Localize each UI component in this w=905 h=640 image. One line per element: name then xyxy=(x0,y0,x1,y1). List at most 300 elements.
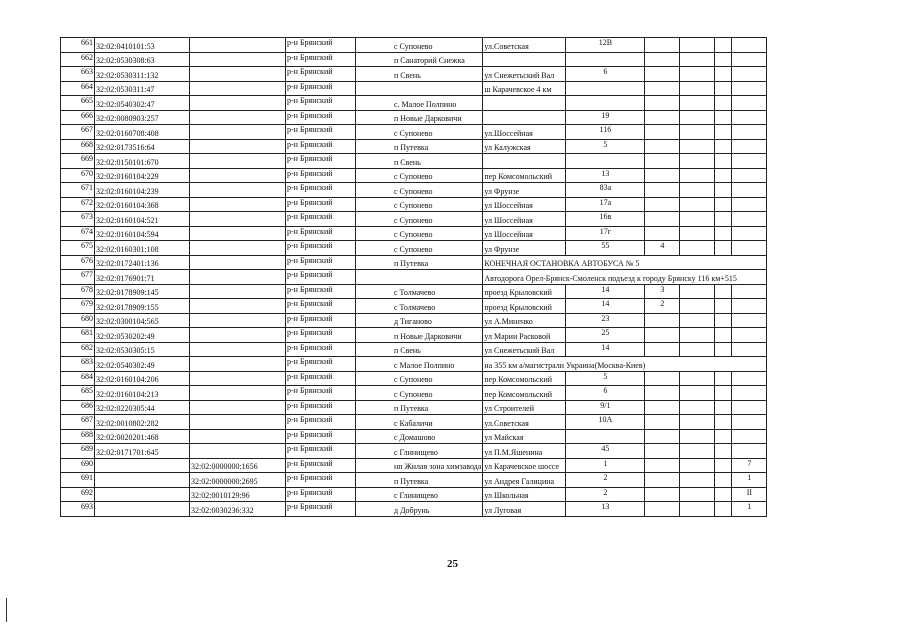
cadastral-number xyxy=(95,473,190,488)
settlement-cell: с Супонево xyxy=(356,386,483,401)
building-cell xyxy=(645,96,680,111)
cadastral-number-alt xyxy=(190,67,286,82)
street-cell: пер Комсомольский xyxy=(483,168,566,183)
cadastral-number-alt xyxy=(190,371,286,386)
cadastral-number-alt xyxy=(190,96,286,111)
building-cell xyxy=(645,38,680,53)
cadastral-number-alt xyxy=(190,270,286,285)
house-cell: 13 xyxy=(566,168,645,183)
cadastral-number: 32:02:0540302:47 xyxy=(95,96,190,111)
house-cell: 14 xyxy=(566,299,645,314)
extra-cell xyxy=(680,212,715,227)
row-number: 668 xyxy=(61,139,95,154)
house-cell xyxy=(566,154,645,169)
house-cell: 2 xyxy=(566,487,645,502)
settlement-cell: с Супонево xyxy=(356,371,483,386)
street-cell: ул Андрея Галицина xyxy=(483,473,566,488)
apartment-cell xyxy=(732,125,767,140)
settlement-cell: с Супонево xyxy=(356,212,483,227)
district-cell: р-н Брянский xyxy=(286,197,356,212)
table-row xyxy=(61,502,767,517)
extra-cell xyxy=(680,473,715,488)
cadastral-number-alt xyxy=(190,255,286,270)
district-cell: р-н Брянский xyxy=(286,299,356,314)
house-cell: 6 xyxy=(566,67,645,82)
table-row xyxy=(61,342,767,357)
settlement-cell: п Санаторий Снежка xyxy=(356,52,483,67)
cadastral-number: 32:02:0220305:44 xyxy=(95,400,190,415)
apartment-cell xyxy=(732,444,767,459)
extra-cell xyxy=(680,299,715,314)
extra-cell xyxy=(680,284,715,299)
building-cell xyxy=(645,458,680,473)
row-number: 684 xyxy=(61,371,95,386)
empty-cell xyxy=(715,328,732,343)
settlement-cell: п Путевка xyxy=(356,255,483,270)
building-cell xyxy=(645,386,680,401)
settlement-cell: с Супонево xyxy=(356,183,483,198)
district-cell: р-н Брянский xyxy=(286,371,356,386)
building-cell xyxy=(645,183,680,198)
cadastral-number-alt xyxy=(190,342,286,357)
district-cell: р-н Брянский xyxy=(286,52,356,67)
settlement-cell: с Супонево xyxy=(356,241,483,256)
district-cell: р-н Брянский xyxy=(286,473,356,488)
building-cell xyxy=(645,67,680,82)
street-cell: ул Фрунзе xyxy=(483,183,566,198)
table-row xyxy=(61,241,767,256)
table-row xyxy=(61,255,767,270)
cadastral-number-alt xyxy=(190,241,286,256)
house-cell: 14 xyxy=(566,284,645,299)
house-cell: 83а xyxy=(566,183,645,198)
building-cell: 4 xyxy=(645,241,680,256)
building-cell xyxy=(645,125,680,140)
street-cell: ул Луговая xyxy=(483,502,566,517)
table-row xyxy=(61,96,767,111)
row-number: 664 xyxy=(61,81,95,96)
settlement-cell: с Толмачево xyxy=(356,299,483,314)
empty-cell xyxy=(715,299,732,314)
row-number: 667 xyxy=(61,125,95,140)
cadastral-number: 32:02:0300104:565 xyxy=(95,313,190,328)
extra-cell xyxy=(680,67,715,82)
district-cell: р-н Брянский xyxy=(286,38,356,53)
row-number: 665 xyxy=(61,96,95,111)
street-cell: ул Снежетьский Вал xyxy=(483,342,566,357)
building-cell xyxy=(645,168,680,183)
cadastral-number: 32:02:0171701:645 xyxy=(95,444,190,459)
empty-cell xyxy=(715,81,732,96)
cadastral-number xyxy=(95,458,190,473)
apartment-cell xyxy=(732,96,767,111)
house-cell: 2 xyxy=(566,473,645,488)
street-cell: ул Школьная xyxy=(483,487,566,502)
house-cell: 16в xyxy=(566,212,645,227)
extra-cell xyxy=(680,139,715,154)
table-row xyxy=(61,52,767,67)
house-cell: 14 xyxy=(566,342,645,357)
cadastral-number: 32:02:0530311:47 xyxy=(95,81,190,96)
empty-cell xyxy=(715,52,732,67)
table-row xyxy=(61,270,767,285)
cadastral-number: 32:02:0160104:594 xyxy=(95,226,190,241)
building-cell xyxy=(645,473,680,488)
table-row xyxy=(61,110,767,125)
apartment-cell xyxy=(732,183,767,198)
district-cell: р-н Брянский xyxy=(286,458,356,473)
extra-cell xyxy=(680,386,715,401)
empty-cell xyxy=(715,444,732,459)
apartment-cell xyxy=(732,110,767,125)
street-cell: ул Майская xyxy=(483,429,566,444)
table-row xyxy=(61,284,767,299)
street-cell: ул.Советская xyxy=(483,38,566,53)
extra-cell xyxy=(680,183,715,198)
extra-cell xyxy=(680,429,715,444)
district-cell: р-н Брянский xyxy=(286,386,356,401)
house-cell: 23 xyxy=(566,313,645,328)
apartment-cell xyxy=(732,38,767,53)
row-number: 678 xyxy=(61,284,95,299)
building-cell: 2 xyxy=(645,299,680,314)
extra-cell xyxy=(680,502,715,517)
cadastral-number-alt: 32:02:0010129:96 xyxy=(190,487,286,502)
row-number: 671 xyxy=(61,183,95,198)
apartment-cell xyxy=(732,284,767,299)
street-cell: ул Фрунзе xyxy=(483,241,566,256)
row-number: 688 xyxy=(61,429,95,444)
district-cell: р-н Брянский xyxy=(286,502,356,517)
district-cell: р-н Брянский xyxy=(286,226,356,241)
table-row xyxy=(61,371,767,386)
extra-cell xyxy=(680,226,715,241)
empty-cell xyxy=(715,168,732,183)
empty-cell xyxy=(715,96,732,111)
district-cell: р-н Брянский xyxy=(286,139,356,154)
extra-cell xyxy=(680,52,715,67)
table-row xyxy=(61,473,767,488)
street-cell: ш Карачевское 4 км xyxy=(483,81,566,96)
empty-cell xyxy=(715,284,732,299)
street-cell: ул Шоссейная xyxy=(483,212,566,227)
apartment-cell: 7 xyxy=(732,458,767,473)
apartment-cell xyxy=(732,241,767,256)
apartment-cell: II xyxy=(732,487,767,502)
street-cell: КОНЕЧНАЯ ОСТАНОВКА АВТОБУСА № 5 xyxy=(483,255,767,270)
settlement-cell xyxy=(356,81,483,96)
empty-cell xyxy=(715,371,732,386)
street-cell: ул Снежетьский Вал xyxy=(483,67,566,82)
extra-cell xyxy=(680,38,715,53)
building-cell: 3 xyxy=(645,284,680,299)
cadastral-number: 32:02:0150101:670 xyxy=(95,154,190,169)
cadastral-number: 32:02:0160104:239 xyxy=(95,183,190,198)
settlement-cell: п Путевка xyxy=(356,400,483,415)
cadastral-number: 32:02:0530311:132 xyxy=(95,67,190,82)
street-cell: Автодорога Орел-Брянск-Смоленск подъезд к городу Брянску 116 км+515 xyxy=(483,270,767,285)
apartment-cell xyxy=(732,429,767,444)
house-cell: 13 xyxy=(566,502,645,517)
cadastral-number: 32:02:0160708:408 xyxy=(95,125,190,140)
district-cell: р-н Брянский xyxy=(286,328,356,343)
table-row xyxy=(61,139,767,154)
apartment-cell xyxy=(732,299,767,314)
street-cell: ул П.М.Яшенина xyxy=(483,444,566,459)
cadastral-number-alt xyxy=(190,168,286,183)
settlement-cell: д Тиганово xyxy=(356,313,483,328)
building-cell xyxy=(645,400,680,415)
table-row xyxy=(61,183,767,198)
house-cell: 6 xyxy=(566,386,645,401)
extra-cell xyxy=(680,110,715,125)
cadastral-number: 32:02:0410101:53 xyxy=(95,38,190,53)
empty-cell xyxy=(715,139,732,154)
house-cell: 5 xyxy=(566,139,645,154)
building-cell xyxy=(645,342,680,357)
district-cell: р-н Брянский xyxy=(286,154,356,169)
empty-cell xyxy=(715,154,732,169)
building-cell xyxy=(645,139,680,154)
settlement-cell: с Супонево xyxy=(356,226,483,241)
apartment-cell xyxy=(732,168,767,183)
cadastral-number: 32:02:0160301:108 xyxy=(95,241,190,256)
empty-cell xyxy=(715,212,732,227)
apartment-cell xyxy=(732,328,767,343)
row-number: 681 xyxy=(61,328,95,343)
extra-cell xyxy=(680,154,715,169)
street-cell xyxy=(483,154,566,169)
house-cell xyxy=(566,96,645,111)
street-cell: ул Карачевское шоссе xyxy=(483,458,566,473)
house-cell: 17а xyxy=(566,197,645,212)
street-cell: ул.Шоссейная xyxy=(483,125,566,140)
cadastral-number: 32:02:0176901:71 xyxy=(95,270,190,285)
cadastral-number-alt xyxy=(190,154,286,169)
apartment-cell: 1 xyxy=(732,502,767,517)
table-row xyxy=(61,487,767,502)
district-cell: р-н Брянский xyxy=(286,212,356,227)
house-cell xyxy=(566,429,645,444)
apartment-cell xyxy=(732,313,767,328)
building-cell xyxy=(645,371,680,386)
extra-cell xyxy=(680,81,715,96)
building-cell xyxy=(645,81,680,96)
address-table xyxy=(60,37,767,517)
district-cell: р-н Брянский xyxy=(286,415,356,430)
cadastral-number: 32:02:0160104:521 xyxy=(95,212,190,227)
extra-cell xyxy=(680,96,715,111)
cadastral-number-alt xyxy=(190,429,286,444)
cadastral-number: 32:02:0530305:15 xyxy=(95,342,190,357)
empty-cell xyxy=(715,429,732,444)
cadastral-number-alt xyxy=(190,38,286,53)
cadastral-number-alt xyxy=(190,357,286,372)
house-cell: 1 xyxy=(566,458,645,473)
street-cell: ул Марии Расковой xyxy=(483,328,566,343)
building-cell xyxy=(645,429,680,444)
cadastral-number-alt xyxy=(190,386,286,401)
row-number: 662 xyxy=(61,52,95,67)
house-cell: 55 xyxy=(566,241,645,256)
row-number: 677 xyxy=(61,270,95,285)
empty-cell xyxy=(715,415,732,430)
table-row xyxy=(61,386,767,401)
street-cell xyxy=(483,110,566,125)
row-number: 689 xyxy=(61,444,95,459)
extra-cell xyxy=(680,125,715,140)
settlement-cell: с Кабаличи xyxy=(356,415,483,430)
cadastral-number-alt: 32:02:0000000:2695 xyxy=(190,473,286,488)
house-cell: 25 xyxy=(566,328,645,343)
street-cell xyxy=(483,52,566,67)
cadastral-number: 32:02:0010802:282 xyxy=(95,415,190,430)
street-cell xyxy=(483,96,566,111)
settlement-cell: с Глинищево xyxy=(356,487,483,502)
street-cell: ул Строителей xyxy=(483,400,566,415)
building-cell xyxy=(645,110,680,125)
cadastral-number: 32:02:0080903:257 xyxy=(95,110,190,125)
table-body xyxy=(61,38,767,517)
settlement-cell: с Супонево xyxy=(356,125,483,140)
cadastral-number-alt xyxy=(190,125,286,140)
street-cell: ул Шоссейная xyxy=(483,226,566,241)
table-row xyxy=(61,125,767,140)
district-cell: р-н Брянский xyxy=(286,110,356,125)
row-number: 672 xyxy=(61,197,95,212)
row-number: 692 xyxy=(61,487,95,502)
row-number: 661 xyxy=(61,38,95,53)
row-number: 686 xyxy=(61,400,95,415)
street-cell: ул А.Миненко xyxy=(483,313,566,328)
settlement-cell: п Новые Дарковичи xyxy=(356,110,483,125)
settlement-cell: д Добрунь xyxy=(356,502,483,517)
settlement-cell: с Глинищево xyxy=(356,444,483,459)
building-cell xyxy=(645,226,680,241)
apartment-cell xyxy=(732,212,767,227)
district-cell: р-н Брянский xyxy=(286,342,356,357)
building-cell xyxy=(645,313,680,328)
cadastral-number: 32:02:0530308:63 xyxy=(95,52,190,67)
district-cell: р-н Брянский xyxy=(286,429,356,444)
cadastral-number-alt xyxy=(190,415,286,430)
house-cell: 12В xyxy=(566,38,645,53)
house-cell xyxy=(566,52,645,67)
street-cell: проезд Крыловский xyxy=(483,284,566,299)
house-cell: 9/1 xyxy=(566,400,645,415)
empty-cell xyxy=(715,67,732,82)
cadastral-number-alt xyxy=(190,52,286,67)
cadastral-number: 32:02:0160104:229 xyxy=(95,168,190,183)
cadastral-number-alt xyxy=(190,284,286,299)
cadastral-number-alt xyxy=(190,197,286,212)
empty-cell xyxy=(715,473,732,488)
district-cell: р-н Брянский xyxy=(286,255,356,270)
settlement-cell: с Супонево xyxy=(356,197,483,212)
cadastral-number: 32:02:0178909:145 xyxy=(95,284,190,299)
row-number: 687 xyxy=(61,415,95,430)
house-cell xyxy=(566,81,645,96)
cadastral-number: 32:02:0173516:64 xyxy=(95,139,190,154)
cadastral-number-alt xyxy=(190,226,286,241)
empty-cell xyxy=(715,38,732,53)
row-number: 693 xyxy=(61,502,95,517)
extra-cell xyxy=(680,487,715,502)
table-row xyxy=(61,313,767,328)
street-cell: на 355 км а/магистрали Украина(Москва-Киев) xyxy=(483,357,767,372)
settlement-cell: с Супонево xyxy=(356,38,483,53)
row-number: 685 xyxy=(61,386,95,401)
district-cell: р-н Брянский xyxy=(286,183,356,198)
district-cell: р-н Брянский xyxy=(286,487,356,502)
cadastral-number-alt xyxy=(190,183,286,198)
empty-cell xyxy=(715,110,732,125)
cadastral-number: 32:02:0160104:368 xyxy=(95,197,190,212)
cadastral-number: 32:02:0530202:49 xyxy=(95,328,190,343)
cadastral-number: 32:02:0020201:468 xyxy=(95,429,190,444)
cadastral-number: 32:02:0172401:136 xyxy=(95,255,190,270)
extra-cell xyxy=(680,342,715,357)
table-row xyxy=(61,299,767,314)
building-cell xyxy=(645,502,680,517)
table-row xyxy=(61,400,767,415)
house-cell: 5 xyxy=(566,371,645,386)
street-cell: ул Шоссейная xyxy=(483,197,566,212)
house-cell: 116 xyxy=(566,125,645,140)
settlement-cell xyxy=(356,270,483,285)
apartment-cell xyxy=(732,81,767,96)
house-cell: 19 xyxy=(566,110,645,125)
empty-cell xyxy=(715,125,732,140)
row-number: 663 xyxy=(61,67,95,82)
apartment-cell xyxy=(732,154,767,169)
empty-cell xyxy=(715,183,732,198)
row-number: 674 xyxy=(61,226,95,241)
apartment-cell xyxy=(732,342,767,357)
row-number: 690 xyxy=(61,458,95,473)
table-row xyxy=(61,38,767,53)
building-cell xyxy=(645,197,680,212)
cadastral-number-alt xyxy=(190,313,286,328)
empty-cell xyxy=(715,197,732,212)
table-row xyxy=(61,67,767,82)
building-cell xyxy=(645,328,680,343)
district-cell: р-н Брянский xyxy=(286,357,356,372)
table-row xyxy=(61,357,767,372)
apartment-cell: 1 xyxy=(732,473,767,488)
apartment-cell xyxy=(732,67,767,82)
row-number: 679 xyxy=(61,299,95,314)
row-number: 670 xyxy=(61,168,95,183)
district-cell: р-н Брянский xyxy=(286,284,356,299)
district-cell: р-н Брянский xyxy=(286,444,356,459)
empty-cell xyxy=(715,241,732,256)
building-cell xyxy=(645,212,680,227)
empty-cell xyxy=(715,458,732,473)
house-cell: 45 xyxy=(566,444,645,459)
district-cell: р-н Брянский xyxy=(286,168,356,183)
extra-cell xyxy=(680,415,715,430)
district-cell: р-н Брянский xyxy=(286,125,356,140)
row-number: 682 xyxy=(61,342,95,357)
table-row xyxy=(61,226,767,241)
settlement-cell: п Новые Дарковичи xyxy=(356,328,483,343)
cadastral-number-alt xyxy=(190,81,286,96)
extra-cell xyxy=(680,371,715,386)
extra-cell xyxy=(680,168,715,183)
cadastral-number-alt: 32:02:0000000:1656 xyxy=(190,458,286,473)
street-cell: пер Комсомольский xyxy=(483,371,566,386)
